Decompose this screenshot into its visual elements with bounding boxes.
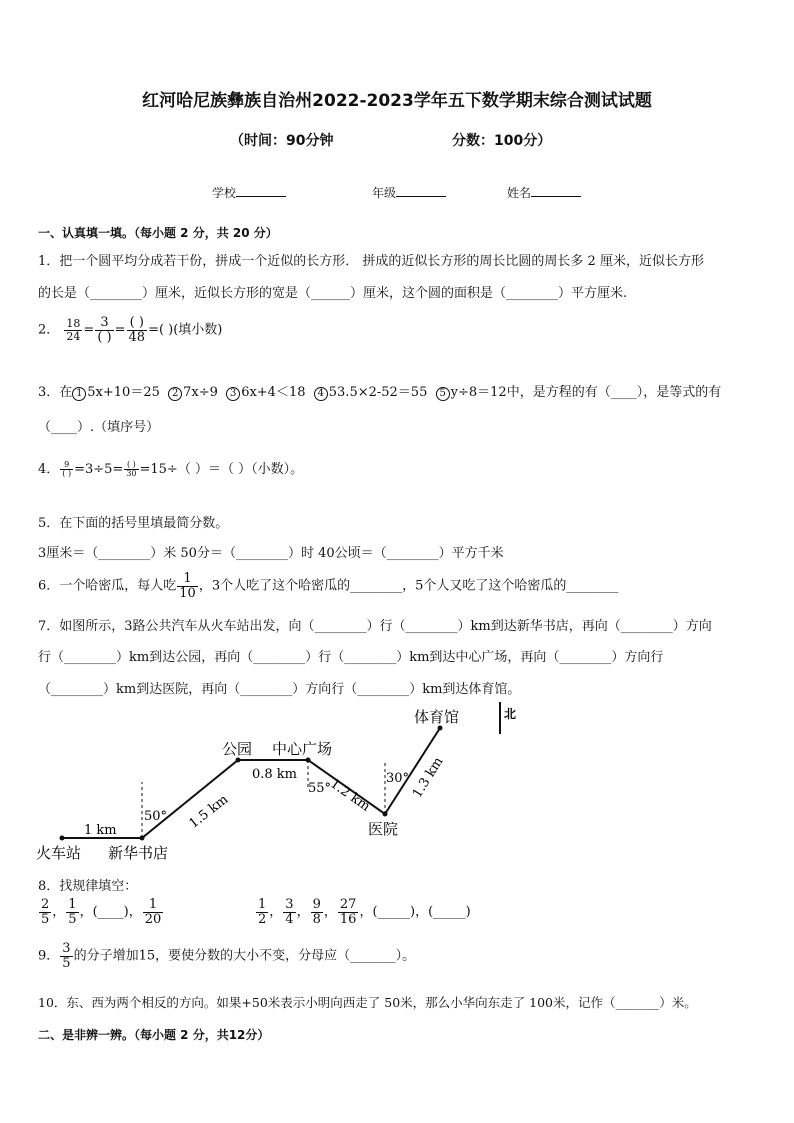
stadium-point: [438, 726, 443, 731]
page-title: 红河哈尼族彝族自治州2022-2023学年五下数学期末综合测试试题: [142, 91, 652, 111]
label-center: 中心广场: [272, 740, 333, 758]
label-ang-center: 55°: [308, 781, 332, 796]
label-hospital: 医院: [368, 820, 399, 838]
q4-fraction-1: $\frac{9}{( )}$: [62, 459, 72, 478]
section-2-heading: 二、是非辨一辨。（每小题 2 分，共12分）: [38, 1028, 270, 1042]
label-d-park-center: 0.8 km: [252, 767, 298, 782]
label-north: 北: [504, 707, 517, 721]
exam-time: （时间：90分钟: [230, 133, 334, 149]
grade-label: 年级: [372, 186, 397, 200]
label-ang-hosp: 30°: [386, 771, 410, 786]
q5-line2: 3厘米＝（________）米 50分＝（________）时 40公顷＝（________）平方千米: [38, 546, 504, 561]
q4: 4． $\frac{9}{( )}$ =3÷5= $\frac{( )}{30}$ =15÷（ ）＝（ ）（小数）。: [38, 459, 304, 478]
label-d-station-shop: 1 km: [84, 823, 117, 838]
label-shop: 新华书店: [108, 844, 169, 862]
q8-s2-frac: $\frac{3}{4}$: [285, 897, 294, 927]
circled-4: 4: [314, 387, 328, 401]
q8-s1-frac: $\frac{1}{5}$: [68, 897, 77, 927]
label-park: 公园: [222, 740, 253, 758]
q6: 6．一个哈密瓜，每人吃 $\frac{1}{10}$ ，3个人吃了这个哈密瓜的________，5个人又吃了这个哈密瓜的________: [38, 571, 619, 601]
q2: 2． $\frac{18}{24}$ = $\frac{3}{( )}$ = $\frac{( )}{48}$ =( )(填小数): [38, 315, 223, 345]
school-field: [212, 184, 286, 201]
q2-fraction-1: $\frac{18}{24}$: [66, 317, 81, 343]
q4-fraction-2: $\frac{( )}{30}$: [126, 459, 137, 478]
q9: 9． $\frac{3}{5}$ 的分子增加15，要使分数的大小不变，分母应（_______）。: [38, 941, 416, 971]
q8-s2-frac: $\frac{1}{2}$: [258, 897, 267, 927]
q3-line2: （____）.（填序号）: [38, 420, 160, 435]
q8-label: 8．找规律填空：: [38, 879, 138, 894]
q9-fraction: $\frac{3}{5}$: [62, 941, 71, 971]
park-point: [236, 758, 241, 763]
q7-line2: 行（________）km到达公园，再向（________）行（________）km到达中心广场，再向（________）方向行: [38, 650, 664, 665]
q1-line1: 1．把一个圆平均分成若干份，拼成一个近似的长方形． 拼成的近似长方形的周长比圆的周长多 2 厘米，近似长方形: [38, 254, 704, 269]
q6-fraction: $\frac{1}{10}$: [179, 571, 196, 601]
q10: 10．东、西为两个相反的方向。如果+50米表示小明向西走了 50米，那么小华向东走了 100米，记作（_______）米。: [38, 995, 697, 1010]
q1-line2: 的长是（________）厘米，近似长方形的宽是（______）厘米，这个圆的面积是（________）平方厘米.: [38, 286, 628, 301]
route-map: [0, 700, 794, 870]
q8-sequence-1: $\frac{2}{5}$ ， $\frac{1}{5}$ ，(____)， $\frac{1}{20}$: [41, 897, 162, 927]
school-label: 学校: [212, 186, 237, 200]
q8-s1-frac: $\frac{2}{5}$: [41, 897, 50, 927]
q2-fraction-2: $\frac{3}{( )}$: [97, 315, 112, 345]
label-d-center-hosp: 1.2 km: [327, 776, 373, 815]
q8-sequence-2: $\frac{1}{2}$ ， $\frac{3}{4}$ ， $\frac{9}{8}$ ， $\frac{27}{16}$ ，(_____)，(_____): [258, 897, 471, 927]
label-stadium: 体育馆: [414, 708, 460, 726]
q5-line1: 5．在下面的括号里填最简分数。: [38, 516, 229, 531]
q8-s2-frac: $\frac{27}{16}$: [339, 897, 357, 927]
label-d-hosp-stadium: 1.3 km: [409, 754, 447, 801]
circled-3: 3: [226, 387, 240, 401]
name-label: 姓名: [507, 186, 532, 200]
grade-field: [372, 184, 446, 201]
circled-1: 1: [72, 387, 86, 401]
section-1-heading: 一、认真填一填。（每小题 2 分，共 20 分）: [38, 226, 278, 240]
exam-score: 分数：100分）: [452, 133, 552, 149]
circled-5: 5: [436, 387, 450, 401]
q8-s1-frac: $\frac{1}{20}$: [144, 897, 162, 927]
q2-fraction-3: $\frac{( )}{48}$: [128, 315, 146, 345]
q8-s2-frac: $\frac{9}{8}$: [312, 897, 321, 927]
label-d-shop-park: 1.5 km: [186, 792, 232, 832]
label-ang-shop: 50°: [144, 809, 168, 824]
label-station: 火车站: [36, 844, 82, 862]
q7-line3: （________）km到达医院，再向（________）方向行（________）km到达体育馆。: [38, 682, 521, 697]
q7-line1: 7．如图所示，3路公共汽车从火车站出发，向（________）行（________）km到达新华书店，再向（________）方向: [38, 619, 712, 634]
name-field: [507, 184, 581, 201]
q3-line1: 3．在 1 5x+10＝25 2 7x÷9 3 6x+4＜18 4 53.5×2-52＝55 5 y÷8＝12中，是方程的有（____），是等式的有: [38, 385, 722, 400]
station-point: [60, 836, 65, 841]
circled-2: 2: [168, 387, 182, 401]
